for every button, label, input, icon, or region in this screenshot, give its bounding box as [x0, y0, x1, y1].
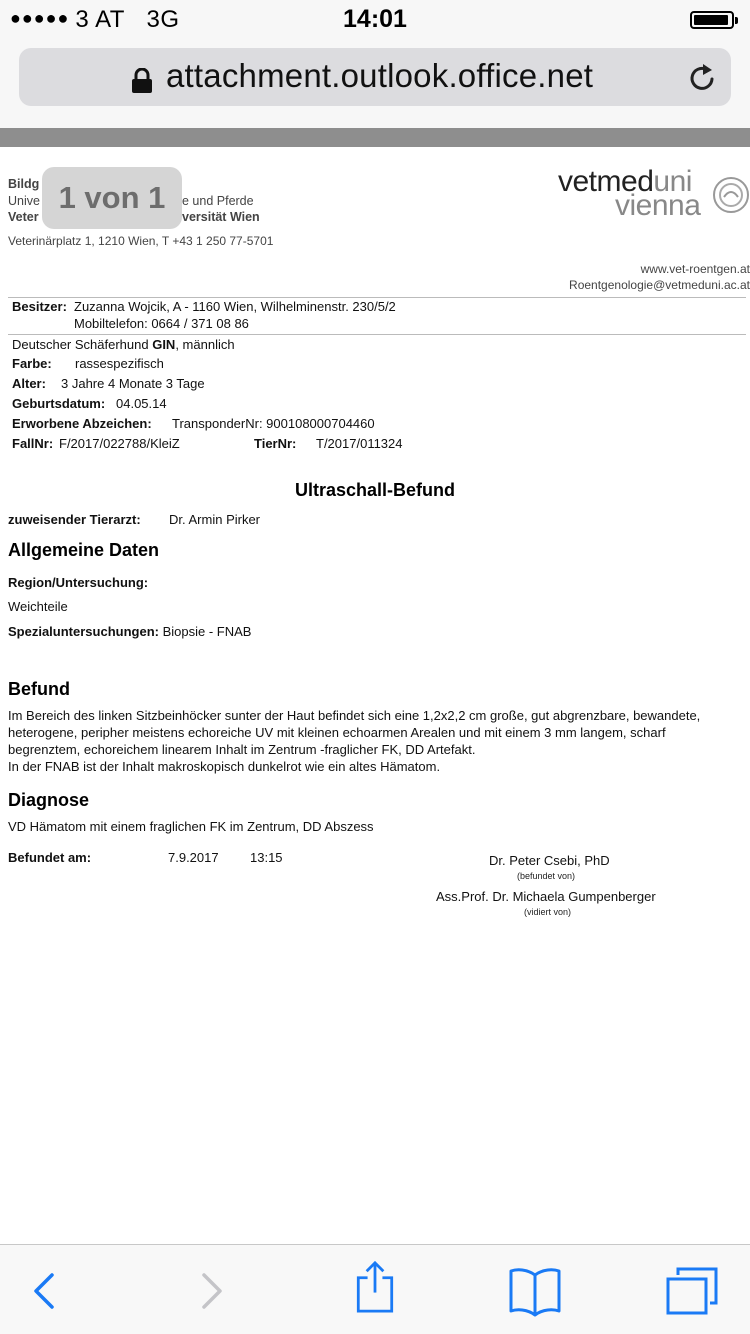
- status-bar: [0, 0, 750, 40]
- logo-vetmed-text: vetmed: [558, 165, 654, 198]
- animal-number-label: TierNr:: [254, 436, 297, 451]
- report-time-value: 13:15: [250, 850, 283, 865]
- tabs-icon[interactable]: [662, 1265, 722, 1317]
- case-value: F/2017/022788/KleiZ: [59, 436, 180, 451]
- color-value: rassespezifisch: [75, 356, 164, 371]
- region-label: Region/Untersuchung:: [8, 575, 149, 590]
- report-title: Ultraschall-Befund: [294, 480, 456, 500]
- lock-icon: [131, 68, 153, 94]
- logo-vienna: vienna: [615, 189, 701, 222]
- institution-line-2b: e und Pferde: [182, 194, 254, 208]
- special-exams-value: Biopsie - FNAB: [162, 624, 252, 639]
- diagnosis-heading: Diagnose: [8, 790, 90, 810]
- document-viewer-bar: [0, 128, 750, 147]
- findings-heading: Befund: [8, 679, 70, 699]
- forward-icon[interactable]: [182, 1265, 242, 1317]
- findings-line: begrenztem, echoreichem linearem Inhalt im Zentrum -fraglicher FK, DD Artefakt.: [8, 742, 476, 757]
- website: www.vet-roentgen.at: [640, 262, 750, 276]
- referring-vet-label: zuweisender Tierarzt:: [8, 512, 141, 527]
- region-value: Weichteile: [8, 599, 68, 614]
- browser-toolbar: [0, 1244, 750, 1334]
- network-type: 3G: [146, 6, 180, 33]
- findings-line: Im Bereich des linken Sitzbeinhöcker sunter der Haut befindet sich eine 1,2x2,2 cm große, gut abgrenzbare, bewandete,: [8, 708, 701, 723]
- url-text: attachment.outlook.office.net: [166, 57, 594, 94]
- breed-text: Deutscher Schäferhund: [12, 337, 153, 352]
- battery-icon: [690, 11, 734, 29]
- signal-strength-icon: ●●●●●: [10, 8, 70, 28]
- reporting-doctor: Dr. Peter Csebi, PhD: [489, 853, 610, 868]
- address-bar[interactable]: [19, 48, 731, 106]
- case-label: FallNr:: [12, 436, 54, 451]
- supervising-doctor: Ass.Prof. Dr. Michaela Gumpenberger: [436, 889, 656, 904]
- divider: [8, 334, 746, 335]
- browser-address-area: [0, 40, 750, 128]
- age-value: 3 Jahre 4 Monate 3 Tage: [61, 376, 205, 391]
- age-label: Alter:: [12, 376, 46, 391]
- institution-address: Veterinärplatz 1, 1210 Wien, T +43 1 250 77-5701: [8, 234, 274, 248]
- animal-name: GIN: [152, 337, 176, 352]
- general-data-heading: Allgemeine Daten: [8, 540, 160, 560]
- findings-line: heterogene, peripher meistens echoreiche UV mit kleinen echoarmen Arealen und mit einem 3 mm langem, scharf: [8, 725, 666, 740]
- email: Roentgenologie@vetmeduni.ac.at: [569, 278, 750, 292]
- report-date-label: Befundet am:: [8, 850, 92, 865]
- report-date-value: 7.9.2017: [168, 850, 219, 865]
- owner-label: Besitzer:: [12, 299, 67, 314]
- divider: [8, 297, 746, 298]
- diagnosis-text: VD Hämatom mit einem fraglichen FK im Zentrum, DD Abszess: [8, 819, 374, 834]
- owner-phone: Mobiltelefon: 0664 / 371 08 86: [74, 316, 249, 331]
- institution-line-2a: Unive: [8, 194, 40, 208]
- findings-line: In der FNAB ist der Inhalt makroskopisch dunkelrot wie ein altes Hämatom.: [8, 759, 441, 774]
- animal-number-value: T/2017/011324: [316, 436, 403, 451]
- institution-line-3a: Veter: [8, 210, 39, 224]
- sex-text: , männlich: [175, 337, 235, 352]
- logo-uni-text: uni: [653, 165, 692, 198]
- back-icon[interactable]: [14, 1265, 74, 1317]
- owner-value: Zuzanna Wojcik, A - 1160 Wien, Wilhelminenstr. 230/5/2: [74, 299, 396, 314]
- dob-value: 04.05.14: [116, 396, 167, 411]
- share-icon[interactable]: [345, 1261, 405, 1313]
- page-indicator: 1 von 1: [42, 167, 182, 229]
- dob-label: Geburtsdatum:: [12, 396, 106, 411]
- special-exams: [8, 624, 251, 639]
- supervising-doctor-role: (vidiert von): [524, 907, 572, 917]
- marks-label: Erworbene Abzeichen:: [12, 416, 152, 431]
- special-exams-label: Spezialuntersuchungen:: [8, 624, 159, 639]
- university-seal-icon: [712, 175, 750, 215]
- referring-vet-value: Dr. Armin Pirker: [169, 512, 261, 527]
- color-label: Farbe:: [12, 356, 52, 371]
- clock: 14:01: [343, 5, 407, 33]
- carrier-name: 3 AT: [75, 6, 125, 33]
- animal-breed: [12, 337, 235, 352]
- document-page[interactable]: [0, 147, 750, 1244]
- reporting-doctor-role: (befundet von): [517, 871, 576, 881]
- reload-icon[interactable]: [687, 62, 719, 94]
- bookmarks-icon[interactable]: [505, 1265, 565, 1317]
- institution-line-1: Bildg: [8, 177, 40, 191]
- marks-value: TransponderNr: 900108000704460: [172, 416, 375, 431]
- institution-line-3b: versität Wien: [182, 210, 260, 224]
